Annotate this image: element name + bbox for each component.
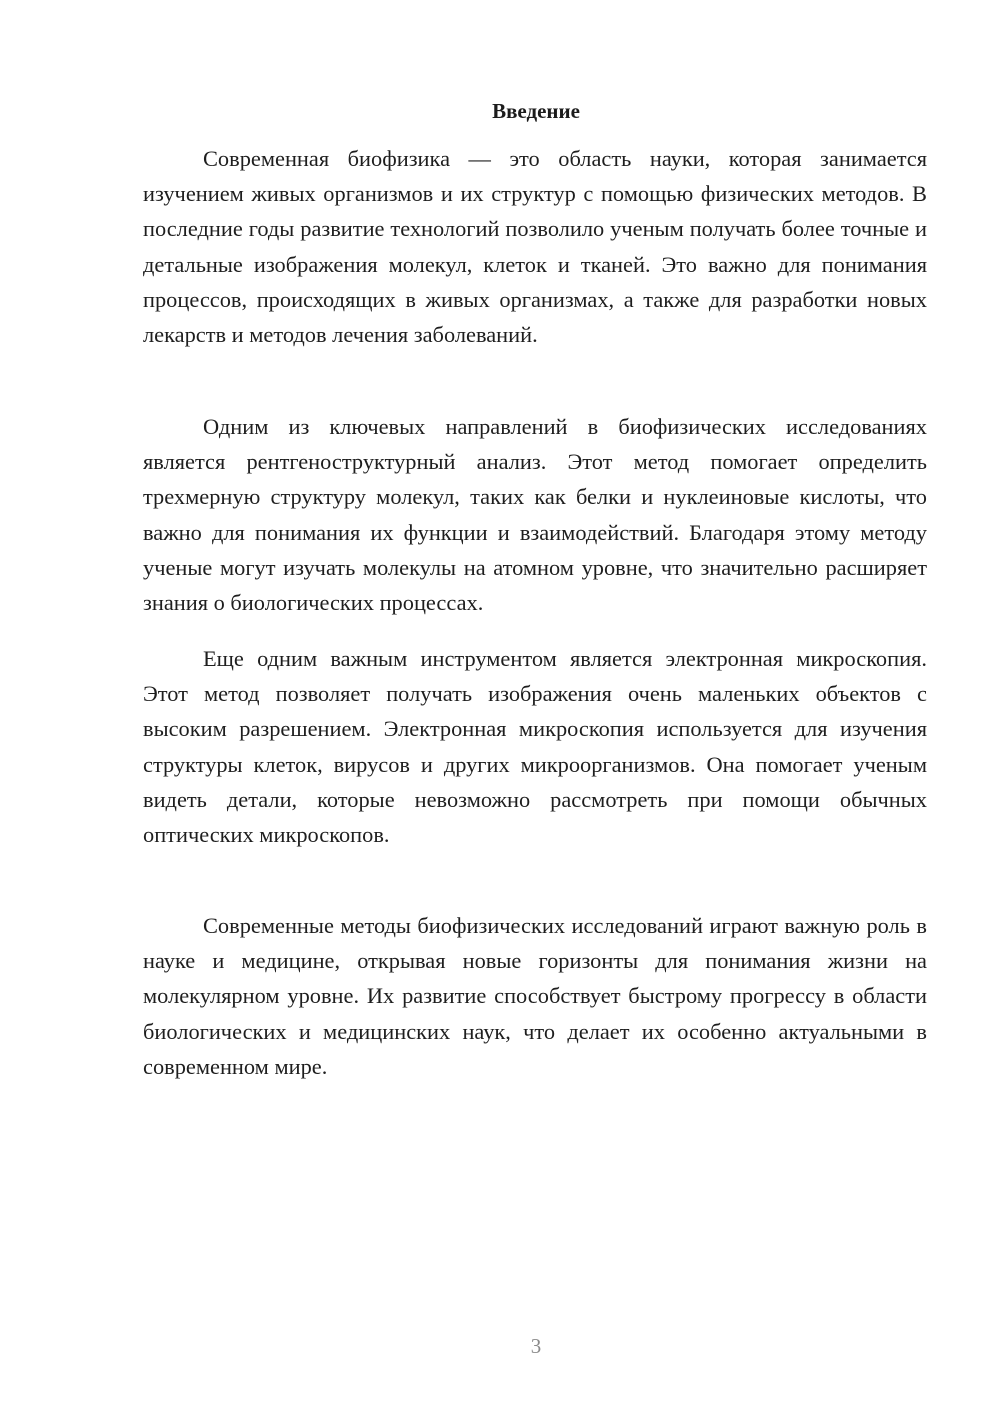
paragraph: Современные методы биофизических исследований играют важную роль в науке и медицине, открывая новые горизонты для понимания жизни на молекулярном уровне. Их развитие способствует быстрому прогрессу в области биологических и медицинских наук, что делает их особенно актуальными в современном мире. <box>143 913 927 1079</box>
paragraph: Одним из ключевых направлений в биофизических исследованиях является рентгеноструктурный анализ. Этот метод помогает определить трехмерную структуру молекул, таких как белки и нуклеиновые кислоты, что важно для понимания их функции и взаимодействий. Благодаря этому методу ученые могут изучать молекулы на атомном уровне, что значительно расширяет знания о биологических процессах. <box>143 414 927 616</box>
paragraph-block <box>143 908 927 1084</box>
page-number: 3 <box>530 1334 542 1358</box>
paragraph: Еще одним важным инструментом является электронная микроскопия. Этот метод позволяет получать изображения очень маленьких объектов с высоким разрешением. Электронная микроскопия используется для изучения структуры клеток, вирусов и других микроорганизмов. Она помогает ученым видеть детали, которые невозможно рассмотреть при помощи обычных оптических микроскопов. <box>143 646 927 848</box>
section-heading: Введение <box>492 99 580 123</box>
paragraph-block <box>143 409 927 620</box>
paragraph-block <box>143 641 927 852</box>
paragraph: Современная биофизика — это область науки, которая занимается изучением живых организмов и их структур с помощью физических методов. В последние годы развитие технологий позволило ученым получать более точные и детальные изображения молекул, клеток и тканей. Это важно для понимания процессов, происходящих в живых организмах, а также для разработки новых лекарств и методов лечения заболеваний. <box>143 146 927 348</box>
paragraph-block <box>143 141 927 352</box>
